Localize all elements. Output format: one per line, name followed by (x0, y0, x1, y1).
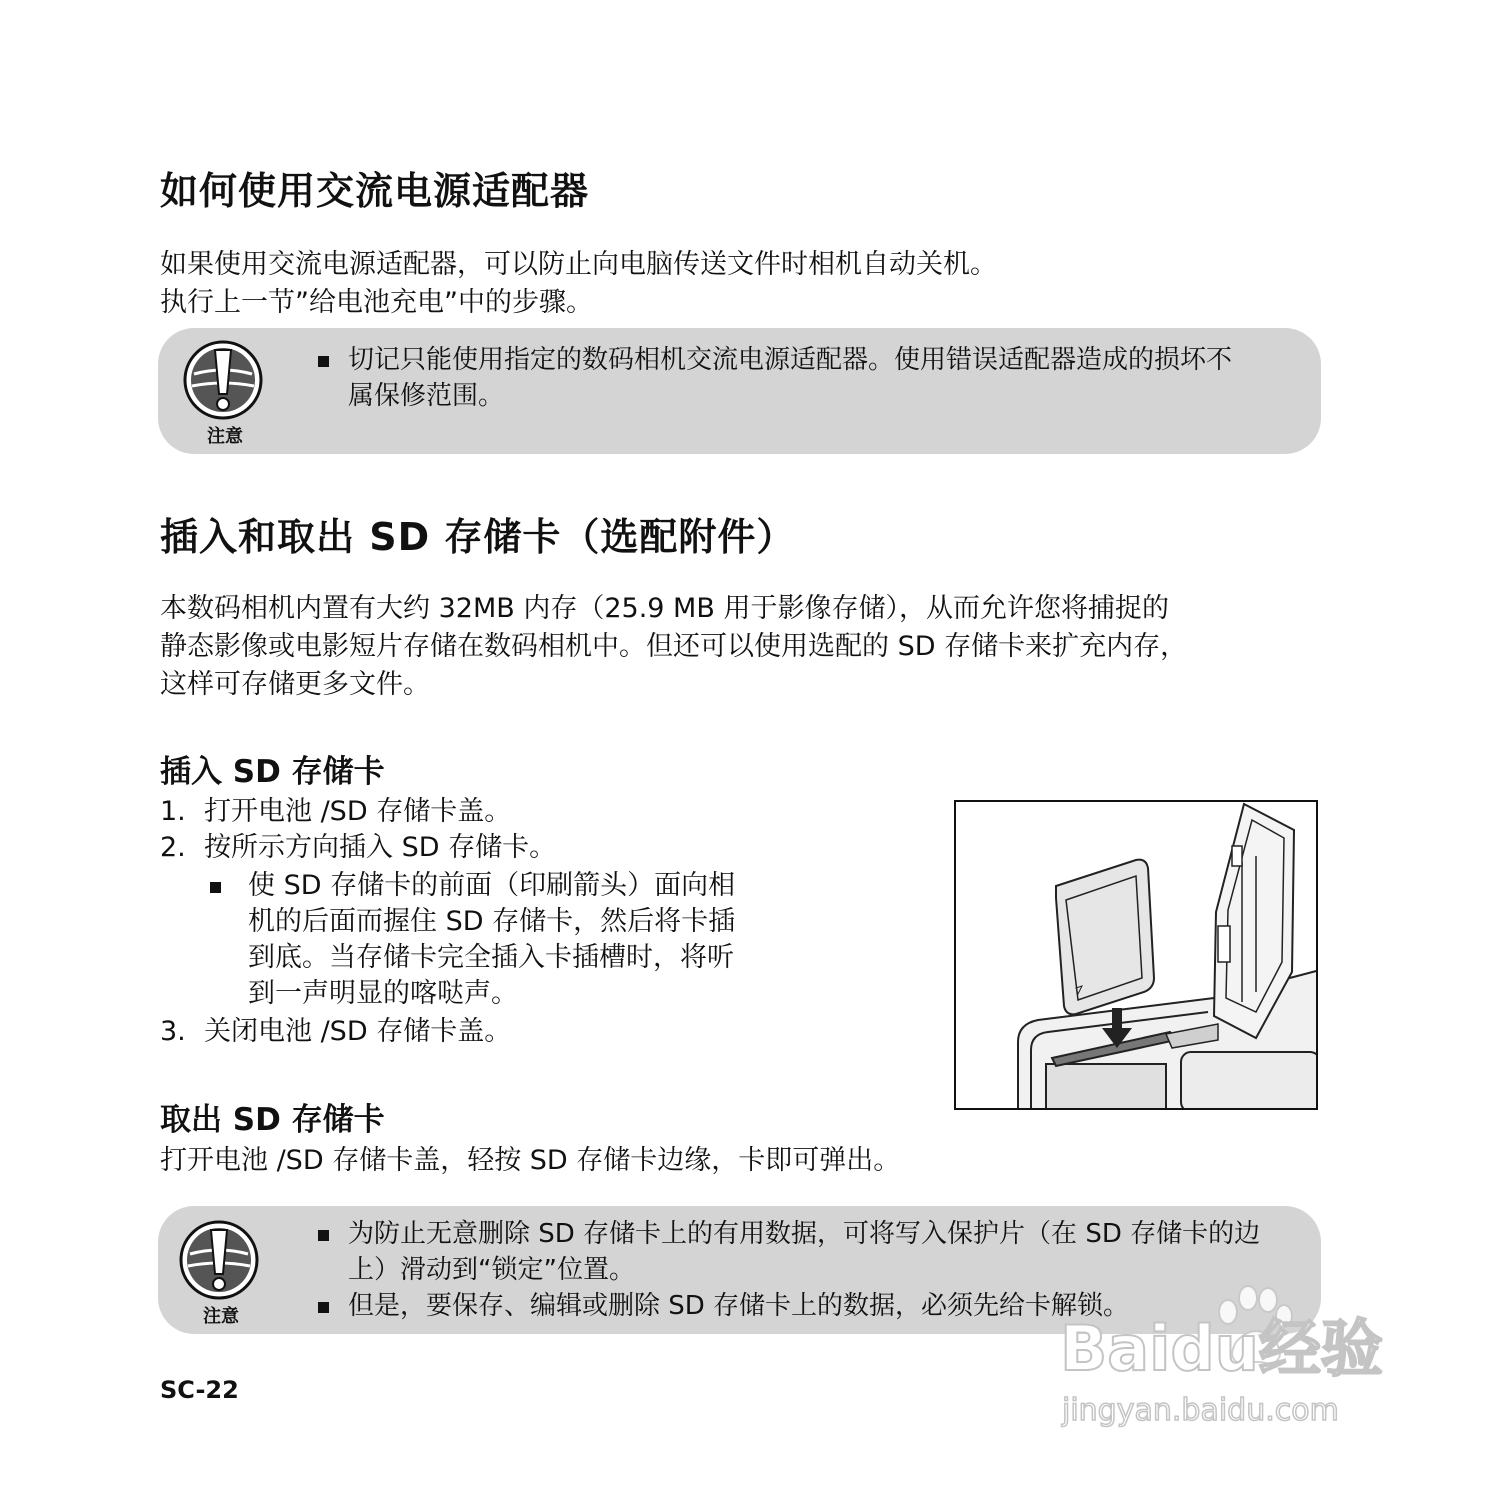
watermark-url: jingyan.baidu.com (1062, 1393, 1339, 1428)
watermark-brand: Baidu经验 (1060, 1312, 1383, 1385)
ac-adapter-paragraph (160, 246, 997, 322)
baidu-watermark-logo (1060, 1270, 1420, 1440)
step-text: 关闭电池 /SD 存储卡盖。 (204, 1016, 512, 1047)
bullet-square-icon (318, 1302, 329, 1313)
caution-icon (180, 340, 270, 448)
sd-card-insertion-illustration (954, 800, 1318, 1110)
caution-icon (176, 1220, 266, 1328)
subnote-line: 使 SD 存储卡的前面（印刷箭头）面向相 (248, 870, 736, 901)
step-number: 3. (160, 1016, 186, 1047)
caution-box-1 (158, 328, 1321, 454)
caution-item (348, 342, 1301, 414)
sd-card-paragraph (160, 590, 1187, 704)
step-text: 按所示方向插入 SD 存储卡。 (204, 832, 557, 863)
remove-sd-paragraph: 打开电池 /SD 存储卡盖，轻按 SD 存储卡边缘，卡即可弹出。 (160, 1145, 901, 1176)
step-text: 打开电池 /SD 存储卡盖。 (204, 796, 512, 827)
subnote-line: 到底。当存储卡完全插入卡插槽时，将听 (248, 942, 734, 973)
section-title-ac-adapter: 如何使用交流电源适配器 (160, 169, 590, 213)
subtitle-insert-sd: 插入 SD 存储卡 (160, 754, 385, 790)
paragraph-line: 如果使用交流电源适配器，可以防止向电脑传送文件时相机自动关机。 (160, 249, 997, 280)
step-number: 1. (160, 796, 186, 827)
caution-label: 注意 (207, 426, 243, 447)
camera-sd-illustration-icon (956, 802, 1318, 1110)
paragraph-line: 静态影像或电影短片存储在数码相机中。但还可以使用选配的 SD 存储卡来扩充内存， (160, 631, 1188, 662)
page-number: SC-22 (160, 1376, 239, 1404)
caution-line: 上）滑动到“锁定”位置。 (348, 1255, 635, 1285)
step-1 (160, 794, 511, 830)
subnote-line: 到一声明显的喀哒声。 (248, 978, 518, 1009)
step-number: 2. (160, 832, 186, 863)
subnote-line: 机的后面而握住 SD 存储卡，然后将卡插 (248, 906, 736, 937)
paragraph-line: 执行上一节”给电池充电”中的步骤。 (160, 287, 593, 318)
section-title-sd-card: 插入和取出 SD 存储卡（选配附件） (160, 515, 796, 559)
caution-line: 切记只能使用指定的数码相机交流电源适配器。使用错误适配器造成的损坏不 (348, 345, 1233, 375)
bullet-square-icon (318, 1230, 329, 1241)
bullet-square-icon (210, 882, 221, 893)
caution-label: 注意 (203, 1306, 239, 1327)
paragraph-line: 本数码相机内置有大约 32MB 内存（25.9 MB 用于影像存储），从而允许您将捕捉的 (160, 593, 1169, 624)
step-2 (160, 830, 556, 866)
subtitle-remove-sd: 取出 SD 存储卡 (160, 1102, 385, 1138)
paragraph-line: 这样可存储更多文件。 (160, 669, 430, 700)
caution-line: 为防止无意删除 SD 存储卡上的有用数据，可将写入保护片（在 SD 存储卡的边 (348, 1219, 1261, 1249)
caution-line: 属保修范围。 (348, 381, 505, 411)
bullet-square-icon (318, 356, 329, 367)
caution-list (348, 342, 1301, 414)
step-3 (160, 1014, 511, 1050)
step-2-subnote (248, 868, 808, 1012)
caution-line: 但是，要保存、编辑或删除 SD 存储卡上的数据，必须先给卡解锁。 (348, 1291, 1130, 1321)
